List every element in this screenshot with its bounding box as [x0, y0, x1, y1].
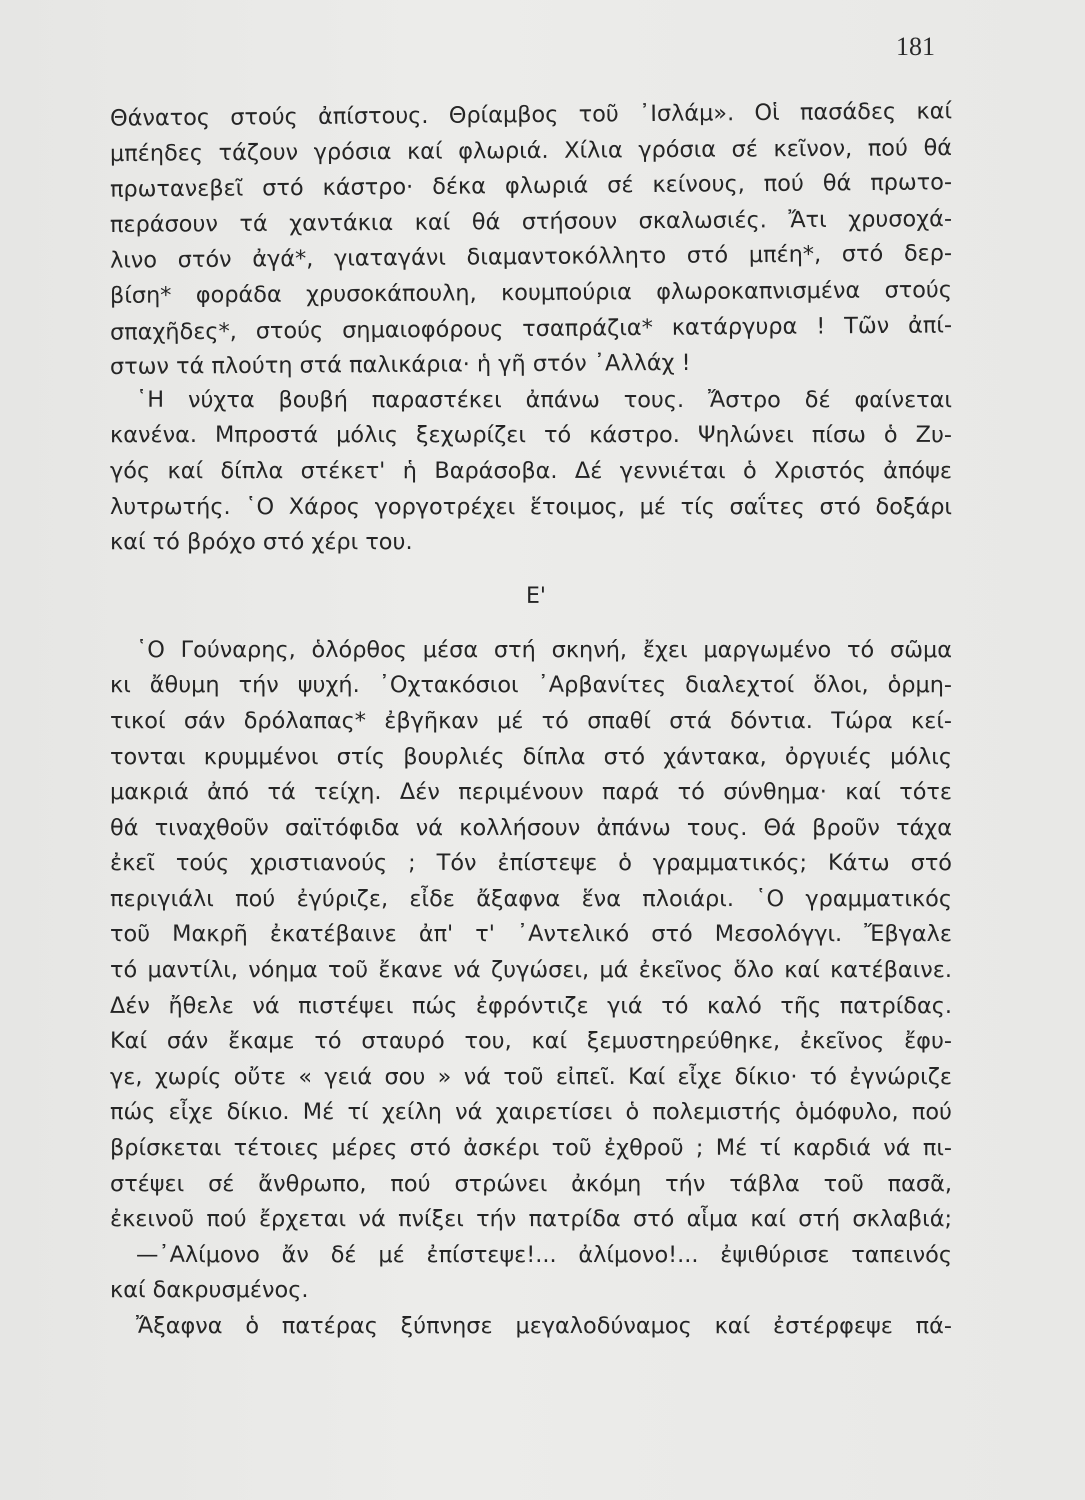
- text-line: βρίσκεται τέτοιες μέρες στό ἀσκέρι τοῦ ἐχθροῦ ; Μέ τί καρδιά νά πι-: [110, 1135, 952, 1162]
- text-line: ῾Η νύχτα βουβή παραστέκει ἀπάνω τους. Ἄστρο δέ φαίνεται: [136, 386, 952, 413]
- text-line: βίση* φοράδα χρυσοκάπουλη, κουμπούρια φλωροκαπνισμένα στούς: [109, 277, 953, 309]
- paragraph-4: [110, 1238, 952, 1309]
- text-line: μπέηδες τάζουν γρόσια καί φλωριά. Χίλια γρόσια σέ κεῖνον, πού θά: [109, 134, 953, 167]
- text-line: Καί σάν ἔκαμε τό σταυρό του, καί ξεμυστηρεύθηκε, ἐκεῖνος ἔφυ-: [110, 1028, 952, 1055]
- text-line: γός καί δίπλα στέκετ' ἡ Βαράσοβα. Δέ γεννιέται ὁ Χριστός ἀπόψε: [110, 457, 952, 484]
- text-line: στων τά πλούτη στά παλικάρια· ἡ γῆ στόν ᾿Αλλάχ !: [109, 350, 691, 381]
- text-line: —᾿Αλίμονο ἄν δέ μέ ἐπίστεψε!... ἀλίμονο!... ἐψιθύρισε ταπεινός: [136, 1241, 952, 1268]
- text-line: ῾Ο Γούναρης, ὁλόρθος μέσα στή σκηνή, ἔχει μαργωμένο τό σῶμα: [136, 636, 952, 663]
- text-line: στέψει σέ ἄνθρωπο, πού στρώνει ἀκόμη τήν τάβλα τοῦ πασᾶ,: [110, 1170, 952, 1197]
- paragraph-5: [110, 1309, 952, 1345]
- text-line: ἐκεῖ τούς χριστιανούς ; Τόν ἐπίστεψε ὁ γραμματικός; Κάτω στό: [110, 850, 952, 877]
- text-line: τό μαντίλι, νόημα τοῦ ἔκανε νά ζυγώσει, μά ἐκεῖνος ὅλο καί κατέβαινε.: [110, 957, 952, 984]
- text-line: κι ἄθυμη τήν ψυχή. ᾿Οχτακόσιοι ᾿Αρβανίτες διαλεχτοί ὅλοι, ὁρμη-: [110, 672, 952, 699]
- paragraph-3: [110, 633, 952, 1238]
- text-line: τοῦ Μακρῆ ἐκατέβαινε ἀπ' τ' ᾿Αντελικό στό Μεσολόγγι. Ἔβγαλε: [110, 921, 952, 948]
- text-line: καί τό βρόχο στό χέρι του.: [110, 529, 413, 556]
- text-line: ἐκεινοῦ πού ἔρχεται νά πνίξει τήν πατρίδα στό αἷμα καί στή σκλαβιά;: [110, 1206, 952, 1233]
- text-line: περάσουν τά χαντάκια καί θά στήσουν σκαλωσιές. Ἄτι χρυσοχά-: [109, 205, 953, 238]
- paragraph-2: [110, 383, 952, 561]
- paragraph-1: [110, 98, 952, 383]
- chapter-heading: Ε': [526, 583, 546, 609]
- text-line: λινο στόν ἀγά*, γιαταγάνι διαμαντοκόλλητο στό μπέη*, στό δερ-: [109, 240, 953, 275]
- text-line: μακριά ἀπό τά τείχη. Δέν περιμένουν παρά τό σύνθημα· καί τότε: [110, 779, 952, 806]
- text-line: Δέν ἤθελε νά πιστέψει πώς ἐφρόντιζε γιά τό καλό τῆς πατρίδας.: [110, 992, 952, 1019]
- text-line: σπαχῆδες*, στούς σημαιοφόρους τσαπράζια* κατάργυρα ! Τῶν ἀπί-: [109, 311, 953, 346]
- text-line: Θάνατος στούς ἀπίστους. Θρίαμβος τοῦ ᾿Ισλάμ». Οἱ πασάδες καί: [109, 98, 953, 132]
- text-line: γε, χωρίς οὔτε « γειά σου » νά τοῦ εἰπεῖ. Καί εἶχε δίκιο· τό ἐγνώριζε: [110, 1063, 952, 1090]
- body-text: [110, 98, 952, 1345]
- text-line: κανένα. Μπροστά μόλις ξεχωρίζει τό κάστρο. Ψηλώνει πίσω ὁ Ζυ-: [110, 422, 952, 449]
- text-line: πώς εἶχε δίκιο. Μέ τί χείλη νά χαιρετίσει ὁ πολεμιστής ὁμόφυλο, πού: [110, 1099, 952, 1126]
- text-line: περιγιάλι πού ἐγύριζε, εἶδε ἄξαφνα ἕνα πλοιάρι. ῾Ο γραμματικός: [110, 885, 952, 912]
- text-line: λυτρωτής. ῾Ο Χάρος γοργοτρέχει ἕτοιμος, μέ τίς σαΐτες στό δοξάρι: [110, 493, 952, 520]
- text-line: Ἄξαφνα ὁ πατέρας ξύπνησε μεγαλοδύναμος καί ἐστέρφεψε πά-: [136, 1313, 952, 1339]
- text-line: θά τιναχθοῦν σαϊτόφιδα νά κολλήσουν ἀπάνω τους. Θά βροῦν τάχα: [110, 814, 952, 841]
- text-line: τονται κρυμμένοι στίς βουρλιές δίπλα στό χάντακα, ὀργυιές μόλις: [110, 743, 952, 770]
- text-line: πρωτανεβεῖ στό κάστρο· δέκα φλωριά σέ κείνους, πού θά πρωτο-: [109, 169, 953, 203]
- page-number: 181: [896, 32, 935, 61]
- text-line: τικοί σάν δρόλαπας* ἐβγῆκαν μέ τό σπαθί στά δόντια. Τώρα κεί-: [110, 707, 952, 734]
- text-line: καί δακρυσμένος.: [110, 1277, 309, 1304]
